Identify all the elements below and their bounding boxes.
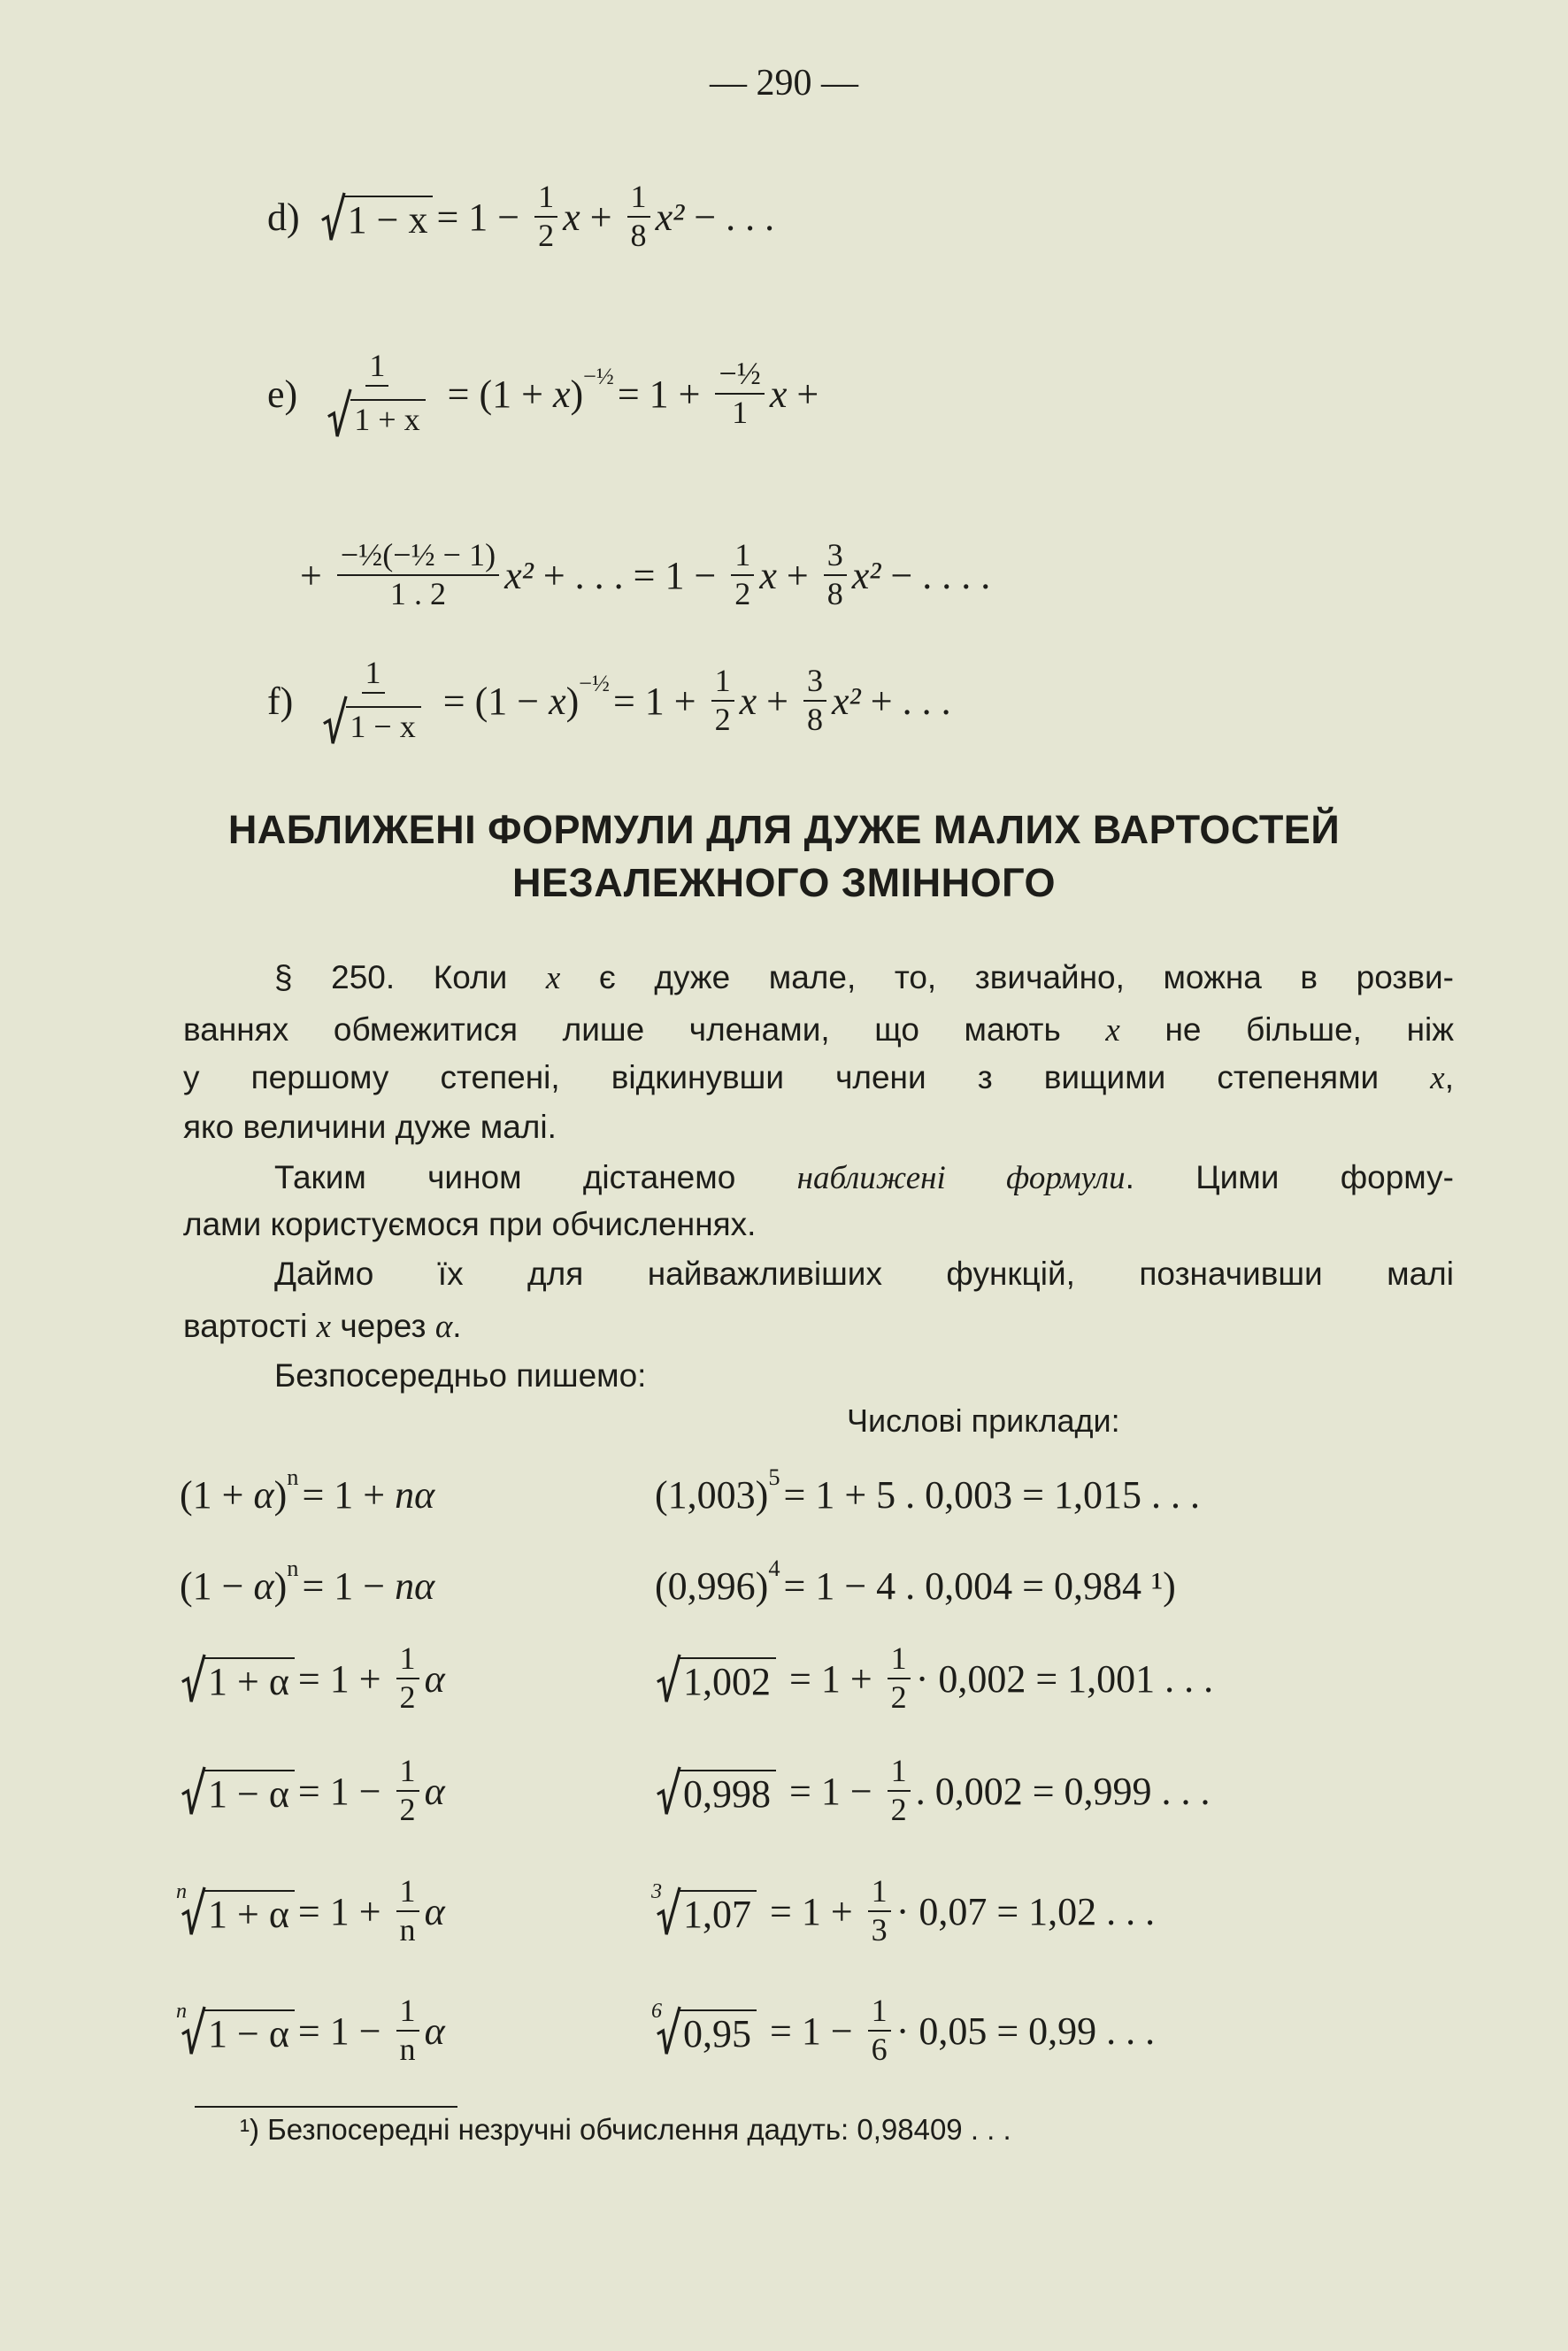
math-variable: nα xyxy=(395,1563,435,1608)
numerator: 1 xyxy=(888,1755,911,1792)
text-run: не більше, ніж xyxy=(1119,1011,1454,1048)
text-run: · 0,002 = 1,001 . . . xyxy=(915,1656,1214,1701)
text-run: Таким чином дістанемо xyxy=(274,1159,797,1195)
text-run: + xyxy=(776,553,819,597)
text-run: ) xyxy=(570,372,584,416)
radical xyxy=(655,1766,776,1816)
denominator: 3 xyxy=(871,1912,888,1948)
body-line xyxy=(183,1202,1454,1248)
exponent: 5 xyxy=(768,1463,780,1490)
math-variable: x² xyxy=(655,195,685,239)
approx-formula xyxy=(180,1441,434,1548)
radicand: 1 + α xyxy=(204,1657,295,1703)
numerator: 1 xyxy=(362,657,385,694)
radical-sign-icon xyxy=(319,192,346,242)
radical xyxy=(180,1766,295,1816)
math-variable: x² xyxy=(832,679,861,723)
radicand: 0,998 xyxy=(680,1770,776,1816)
math-variable: x xyxy=(549,679,566,723)
fraction xyxy=(396,1875,419,1948)
text-run: = 1 + xyxy=(617,372,711,416)
radical-index: n xyxy=(176,1999,188,2023)
math-variable: α xyxy=(424,2009,445,2053)
denominator: 2 xyxy=(714,702,731,737)
text-run: = 1 − xyxy=(297,2009,391,2053)
radicand: 1 + x xyxy=(350,399,425,438)
math-variable: α xyxy=(424,1889,445,1933)
text-run: ваннях обмежитися лише членами, що мають xyxy=(183,1011,1106,1048)
text-run: + xyxy=(300,553,332,597)
fraction xyxy=(396,1994,419,2067)
radical-index: n xyxy=(176,1879,188,1903)
fraction xyxy=(715,357,764,430)
numerator: 1 xyxy=(396,1755,419,1792)
radical xyxy=(180,1654,295,1703)
body-line xyxy=(274,1155,1454,1201)
text-run: ) xyxy=(273,1472,288,1517)
section-heading-line2: НЕЗАЛЕЖНОГО ЗМІННОГО xyxy=(511,860,1057,905)
text-run: + . . . xyxy=(860,679,951,723)
denominator: 8 xyxy=(630,218,647,253)
text-run: = 1 + xyxy=(302,1472,396,1517)
numerator: 1 xyxy=(396,1994,419,2032)
formula-d xyxy=(267,164,774,270)
exponent: 4 xyxy=(768,1554,780,1581)
formula-f xyxy=(267,648,951,754)
numerator: 1 xyxy=(534,181,557,218)
math-variable: x² xyxy=(504,553,534,597)
radical-sign-icon xyxy=(655,1654,681,1703)
approx-formula xyxy=(180,1533,434,1639)
numerator: 1 xyxy=(868,1875,891,1912)
denominator: 8 xyxy=(826,576,843,611)
denominator: 2 xyxy=(734,576,751,611)
radicand: 1 − α xyxy=(204,1770,295,1816)
radical xyxy=(176,1879,295,1936)
math-variable: x xyxy=(552,372,571,416)
text-run: (1 − xyxy=(180,1563,254,1608)
fraction xyxy=(803,665,826,737)
math-variable: α xyxy=(424,1656,445,1701)
radicand: 1 + α xyxy=(204,1890,295,1936)
text-run: = (1 + xyxy=(437,372,553,416)
radical-index: 6 xyxy=(651,1999,663,2023)
body-line xyxy=(183,1055,1454,1101)
text-run: ) xyxy=(565,679,580,723)
radical-sign-icon xyxy=(180,1766,206,1816)
denominator: 2 xyxy=(890,1679,907,1715)
math-variable: x xyxy=(545,960,561,996)
math-variable: x xyxy=(1105,1012,1120,1049)
denominator: 2 xyxy=(890,1792,907,1827)
text-run: + xyxy=(787,372,819,416)
text-run: = 1 − xyxy=(760,2009,863,2053)
text-run: ) xyxy=(273,1563,288,1608)
fraction xyxy=(318,657,427,745)
numerator: 3 xyxy=(824,539,847,576)
text-run: = 1 + 5 . 0,003 = 1,015 . . . xyxy=(783,1472,1200,1517)
numerator: 1 xyxy=(627,181,650,218)
body-line xyxy=(274,1251,1454,1297)
fraction xyxy=(868,1875,891,1948)
formula-e-line1 xyxy=(267,341,819,447)
text-run: = 1 + xyxy=(760,1889,863,1933)
radicand: 1 − α xyxy=(204,2009,295,2055)
footnote: ¹) Безпосередні незручні обчислення дадуть: 0,98409 . . . xyxy=(240,2113,1011,2146)
exponent: n xyxy=(287,1554,299,1581)
radical xyxy=(319,192,434,242)
numerator: −½(−½ − 1) xyxy=(337,539,499,576)
fraction xyxy=(711,665,734,737)
denominator: 1 xyxy=(732,395,749,430)
text-run: − . . . xyxy=(684,195,775,239)
text-run: . Цими форму- xyxy=(1125,1159,1454,1195)
denominator: 2 xyxy=(399,1792,416,1827)
numeric-example xyxy=(651,1978,1156,2084)
radicand: 1,07 xyxy=(680,1890,757,1936)
text-run: Безпосередньо пишемо: xyxy=(274,1357,647,1394)
footnote-divider xyxy=(195,2106,457,2108)
math-variable: α xyxy=(253,1563,274,1608)
numerator: 1 xyxy=(365,350,388,387)
math-variable: x xyxy=(759,553,777,597)
math-variable: α xyxy=(434,1309,453,1345)
text-run: (0,996) xyxy=(655,1563,769,1608)
denominator: 1 . 2 xyxy=(389,576,447,611)
denominator: 2 xyxy=(399,1679,416,1715)
text-run: . 0,002 = 0,999 . . . xyxy=(915,1769,1211,1813)
radicand: 1,002 xyxy=(680,1657,776,1703)
radical xyxy=(651,1999,757,2055)
radical-sign-icon xyxy=(180,1654,206,1703)
text-run: (1 + xyxy=(180,1472,254,1517)
approx-formula xyxy=(180,1625,445,1732)
fraction xyxy=(824,539,847,611)
text-run: e) xyxy=(267,372,318,416)
denominator xyxy=(322,387,432,438)
numerator: 1 xyxy=(888,1642,911,1679)
exponent: −½ xyxy=(583,362,614,389)
radical xyxy=(655,1654,776,1703)
numeric-example xyxy=(655,1738,1211,1844)
text-run: = 1 − xyxy=(436,195,530,239)
text-run: через xyxy=(331,1308,435,1344)
text-run: яко величини дуже малі. xyxy=(183,1109,557,1145)
radicand: 0,95 xyxy=(680,2009,757,2055)
text-run: , xyxy=(1444,1059,1454,1095)
fraction xyxy=(888,1642,911,1715)
radical xyxy=(326,388,425,438)
radical-sign-icon xyxy=(326,388,352,438)
math-variable: x xyxy=(563,195,580,239)
approx-formula xyxy=(176,1858,445,1964)
radical xyxy=(651,1879,757,1936)
text-run: лами користуємося при обчисленнях. xyxy=(183,1206,757,1242)
numerator: 3 xyxy=(803,665,826,702)
math-variable: x xyxy=(739,679,757,723)
radical xyxy=(176,1999,295,2055)
numeric-example xyxy=(655,1533,1176,1639)
body-line xyxy=(183,1303,1454,1349)
text-run: = 1 + xyxy=(780,1656,882,1701)
body-line xyxy=(274,955,1454,1001)
text-run: (1,003) xyxy=(655,1472,769,1517)
numerator: 1 xyxy=(396,1875,419,1912)
fraction xyxy=(322,350,432,438)
examples-title: Числові приклади: xyxy=(847,1402,1120,1439)
numerator: 1 xyxy=(396,1642,419,1679)
text-run: − . . . . xyxy=(880,553,991,597)
denominator: n xyxy=(399,2032,416,2067)
radical-sign-icon xyxy=(655,1766,681,1816)
text-run: = 1 + xyxy=(297,1889,391,1933)
approx-formula xyxy=(180,1738,445,1844)
radical-sign-icon xyxy=(321,695,348,745)
text-run: = 1 − xyxy=(302,1563,396,1608)
fraction xyxy=(337,539,499,611)
text-run: = 1 − xyxy=(780,1769,882,1813)
text-run: = 1 + xyxy=(297,1656,391,1701)
denominator: 8 xyxy=(806,702,824,737)
numerator: 1 xyxy=(731,539,754,576)
text-run: + xyxy=(757,679,798,723)
math-variable: наближені формули xyxy=(796,1160,1126,1196)
math-variable: nα xyxy=(395,1472,435,1517)
numerator: 1 xyxy=(868,1994,891,2032)
numerator: 1 xyxy=(711,665,734,702)
fraction xyxy=(396,1755,419,1827)
math-variable: x² xyxy=(851,553,881,597)
radical xyxy=(321,695,420,745)
text-run: = (1 − xyxy=(433,679,550,723)
denominator: 6 xyxy=(871,2032,888,2067)
text-run: § 250. Коли xyxy=(274,959,546,995)
text-run: є дуже мале, то, звичайно, можна в розви- xyxy=(560,959,1454,995)
radicand: 1 − x xyxy=(344,196,434,242)
fraction xyxy=(534,181,557,253)
math-variable: α xyxy=(424,1769,445,1813)
text-run: · 0,05 = 0,99 . . . xyxy=(895,2009,1156,2053)
text-run: у першому степені, відкинувши члени з вищими степенями xyxy=(183,1059,1431,1095)
body-line xyxy=(274,1353,1454,1399)
text-run: f) xyxy=(267,679,313,723)
radical-index: 3 xyxy=(651,1879,663,1903)
math-variable: x xyxy=(769,372,788,416)
radicand: 1 − x xyxy=(346,706,420,745)
denominator xyxy=(318,694,427,745)
section-heading-line1: НАБЛИЖЕНІ ФОРМУЛИ ДЛЯ ДУЖЕ МАЛИХ ВАРТОСТЕЙ xyxy=(227,807,1341,852)
text-run: d) xyxy=(267,195,319,239)
text-run: · 0,07 = 1,02 . . . xyxy=(895,1889,1156,1933)
numeric-example xyxy=(655,1625,1213,1732)
numeric-example xyxy=(651,1858,1156,1964)
fraction xyxy=(731,539,754,611)
math-variable: α xyxy=(253,1472,274,1517)
denominator: 2 xyxy=(538,218,555,253)
fraction xyxy=(868,1994,891,2067)
math-variable: x xyxy=(1430,1060,1445,1096)
formula-e-line2 xyxy=(300,522,990,628)
exponent: n xyxy=(287,1463,299,1490)
text-run: Даймо їх для найважливіших функцій, позначивши малі xyxy=(274,1256,1454,1292)
numerator: −½ xyxy=(715,357,764,395)
fraction xyxy=(888,1755,911,1827)
text-run: = 1 − 4 . 0,004 = 0,984 ¹) xyxy=(783,1563,1176,1608)
text-run: вартості xyxy=(183,1308,317,1344)
approx-formula xyxy=(176,1978,445,2084)
fraction xyxy=(627,181,650,253)
text-run: . xyxy=(452,1308,462,1344)
body-line xyxy=(183,1104,1454,1150)
text-run: = 1 − xyxy=(297,1769,391,1813)
fraction xyxy=(396,1642,419,1715)
numeric-example xyxy=(655,1441,1200,1548)
text-run: = 1 + xyxy=(612,679,706,723)
denominator: n xyxy=(399,1912,416,1948)
exponent: −½ xyxy=(579,669,610,696)
page-number: — 290 — xyxy=(710,63,858,104)
text-run: + xyxy=(580,195,622,239)
text-run: + . . . = 1 − xyxy=(533,553,726,597)
math-variable: x xyxy=(316,1309,332,1345)
body-line xyxy=(183,1007,1454,1053)
